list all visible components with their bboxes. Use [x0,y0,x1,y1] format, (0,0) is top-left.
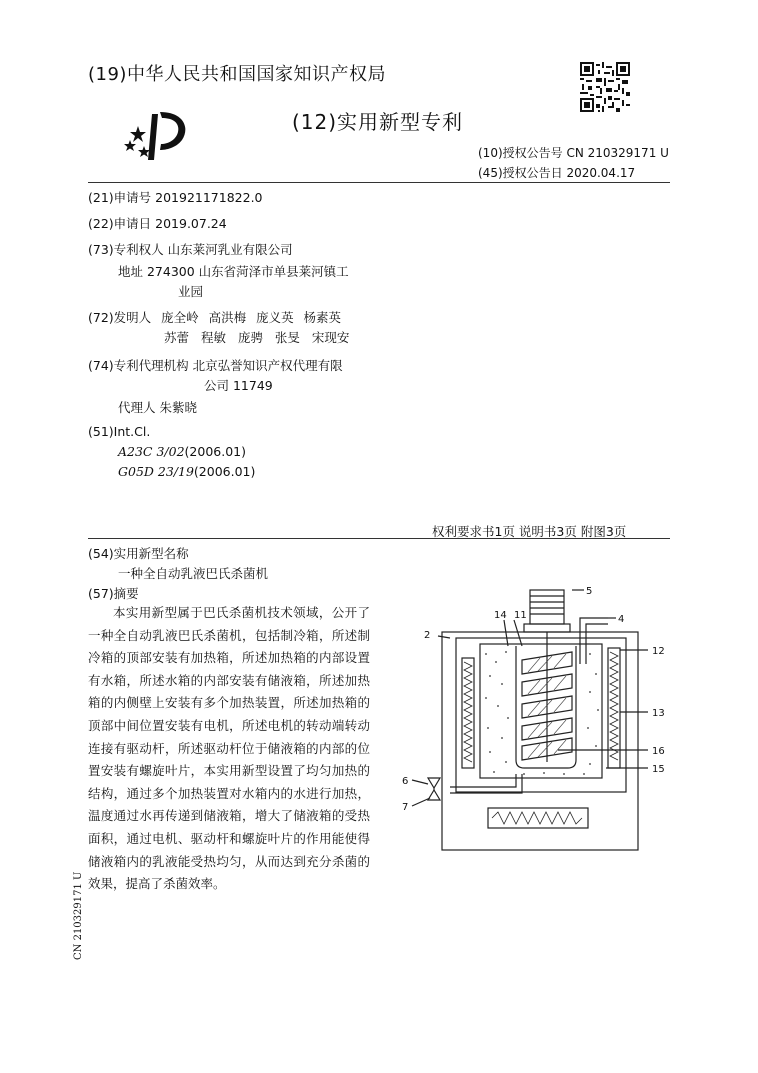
inlet-pipe [580,618,608,664]
int-cl-label: (51)Int.Cl. [88,424,151,439]
ipc-class-2 [118,464,255,479]
ipc-class-1 [118,444,246,459]
abstract-label: (57)摘要 [88,586,139,601]
application-date: (22)申请日 2019.07.24 [88,216,227,231]
label-7: 7 [402,802,409,813]
biblio-divider [88,538,670,539]
inventors-line-2: 苏蕾 程敏 庞骋 张旻 宋现安 [164,330,350,345]
ipc-class-1-version: (2006.01) [184,444,246,459]
label-4: 4 [618,614,625,625]
motor [530,590,564,624]
patent-agency-line-2: 公司 11749 [204,378,273,393]
side-publication-number [70,870,84,960]
left-heater [462,658,474,768]
ipc-class-1-code: A23C 3/02 [118,444,185,459]
qr-code-icon [580,62,630,112]
utility-model-title: 一种全自动乳液巴氏杀菌机 [118,566,269,581]
label-11: 11 [514,610,527,621]
patentee: (73)专利权人 山东莱河乳业有限公司 [88,242,293,257]
pasteurizer-figure [394,582,694,854]
header-divider [88,182,670,183]
motor-base [524,624,570,632]
patent-kind-title: (12)实用新型专利 [292,110,464,134]
inventors-line-1: (72)发明人 庞全岭 高洪梅 庞义英 杨素英 [88,310,342,325]
ipc-class-2-code: G05D 23/19 [118,464,194,479]
abstract-text: 本实用新型属于巴氏杀菌机技术领域，公开了一种全自动乳液巴氏杀菌机，包括制冷箱，所述制冷箱的顶部安装有加热箱，所述加热箱的内部设置有水箱，所述水箱的内部安装有储液箱，所述加热箱的内侧壁上安装有多个加热装置，所述加热箱的顶部中间位置安装有电机，所述电机的转动端转动连接有驱动杆，所述驱动杆位于储液箱的内部的位置安装有螺旋叶片，本实用新型设置了均匀加热的结构，通过多个加热装置对水箱内的水进行加热，温度通过水再传递到储液箱，增大了储液箱的受热面积，通过电机、驱动杆和螺旋叶片的作用能使得储液箱内的乳液能受热均匀，从而达到充分杀菌的效果，提高了杀菌效率。 [88,605,370,892]
label-14: 14 [494,610,507,621]
cnipa-logo-icon [124,106,194,164]
label-16: 16 [652,746,665,757]
label-12: 12 [652,646,665,657]
label-5: 5 [586,586,593,597]
valve [428,778,440,788]
publication-number: (10)授权公告号 CN 210329171 U [478,146,669,160]
address-line-1: 地址 274300 山东省菏泽市单县莱河镇工 [118,264,349,279]
application-number: (21)申请号 201921171822.0 [88,190,263,205]
patent-office-name: (19)中华人民共和国国家知识产权局 [88,64,386,85]
ipc-class-2-version: (2006.01) [193,464,256,479]
patent-agency-line-1: (74)专利代理机构 北京弘誉知识产权代理有限 [88,358,343,373]
side-publication-number-text: CN 210329171 U [73,871,84,960]
label-13: 13 [652,708,665,719]
address-line-2: 业园 [178,284,204,299]
label-15: 15 [652,764,665,775]
publication-date: (45)授权公告日 2020.04.17 [478,166,636,180]
pages-info: 权利要求书1页 说明书3页 附图3页 [432,524,627,539]
label-2: 2 [424,630,431,641]
label-6: 6 [402,776,409,787]
water-tank [480,644,602,778]
patent-agent: 代理人 朱紫晓 [118,400,197,415]
outlet-pipe [450,774,516,787]
title-label: (54)实用新型名称 [88,546,189,561]
